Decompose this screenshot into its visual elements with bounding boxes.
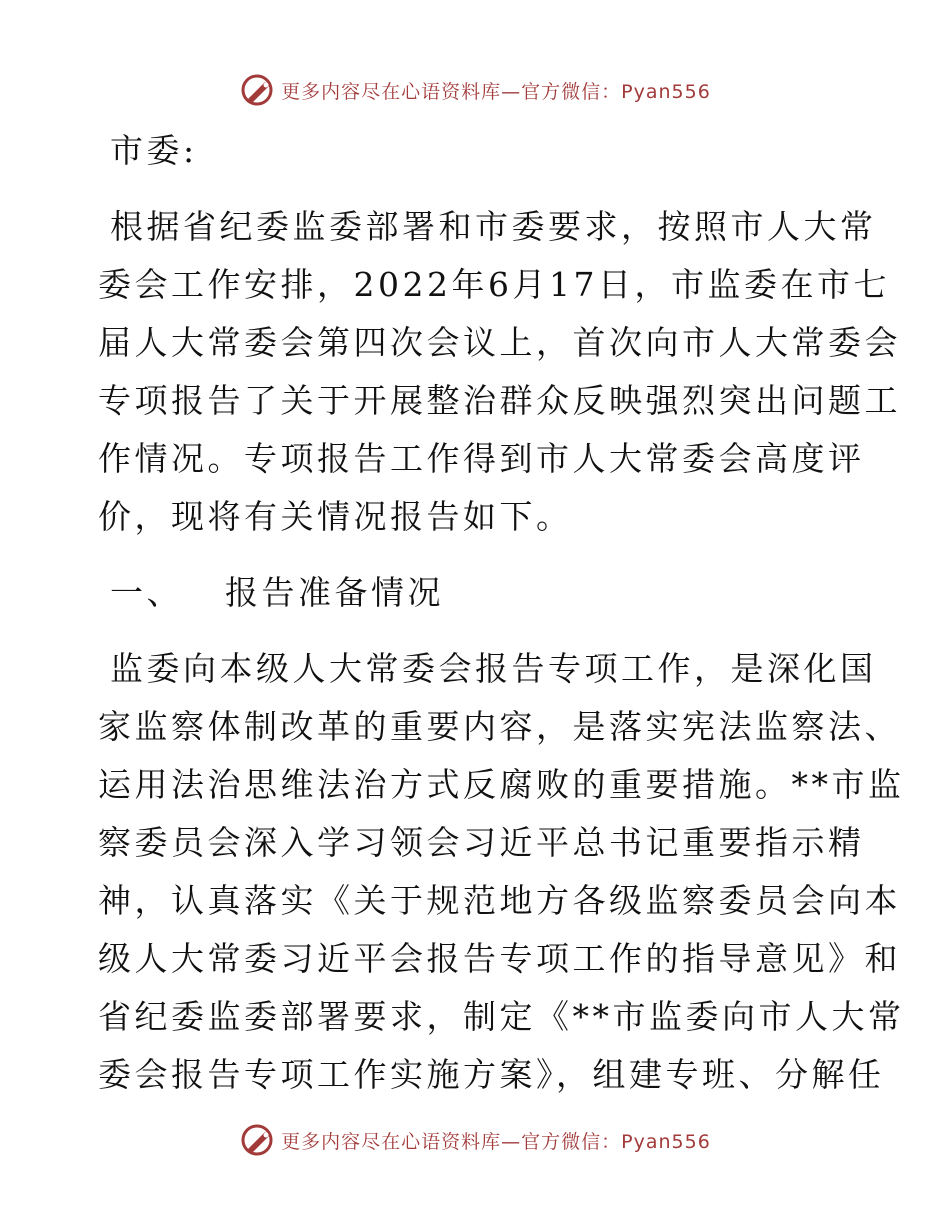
document-body [98,122,905,1104]
top-banner [0,70,950,110]
paragraph-2-line: 监委向本级人大常委会报告专项工作，是深化国 [110,649,877,688]
salutation: 市委: [110,131,198,170]
paragraph-1-line: 根据省纪委监委部署和市委要求，按照市人大常 [110,207,877,246]
paragraph-1-line: 专项报告了关于开展整治群众反映强烈突出问题工 [98,381,901,420]
pen-logo-icon [239,72,275,108]
paragraph-2-line: 级人大常委习近平会报告专项工作的指导意见》和 [98,939,901,978]
paragraph-2-line: 家监察体制改革的重要内容，是落实宪法监察法、 [98,707,901,746]
paragraph-1 [98,198,901,546]
paragraph-2-line: 省纪委监委部署要求，制定《**市监委向市人大常 [98,997,905,1036]
paragraph-2-line: 运用法治思维法治方式反腐败的重要措施。**市监 [98,765,905,804]
paragraph-2 [98,640,905,1104]
pen-logo-icon [239,1122,275,1158]
paragraph-2-line: 察委员会深入学习领会习近平总书记重要指示精 [98,823,865,862]
paragraph-2-line: 委会报告专项工作实施方案》，组建专班、分解任 [98,1055,885,1094]
paragraph-1-line: 价，现将有关情况报告如下。 [98,497,573,536]
paragraph-1-line: 届人大常委会第四次会议上，首次向市人大常委会 [98,323,901,362]
bottom-banner [0,1120,950,1160]
paragraph-1-line: 委会工作安排，2022年6月17日，市监委在市七 [98,265,890,304]
banner-text: 更多内容尽在心语资料库—官方微信：Pyan556 [281,80,711,103]
paragraph-2-line: 神，认真落实《关于规范地方各级监察委员会向本 [98,881,901,920]
paragraph-1-line: 作情况。专项报告工作得到市人大常委会高度评 [98,439,865,478]
banner-text: 更多内容尽在心语资料库—官方微信：Pyan556 [281,1130,711,1153]
section-heading: 一、 报告准备情况 [110,573,444,612]
